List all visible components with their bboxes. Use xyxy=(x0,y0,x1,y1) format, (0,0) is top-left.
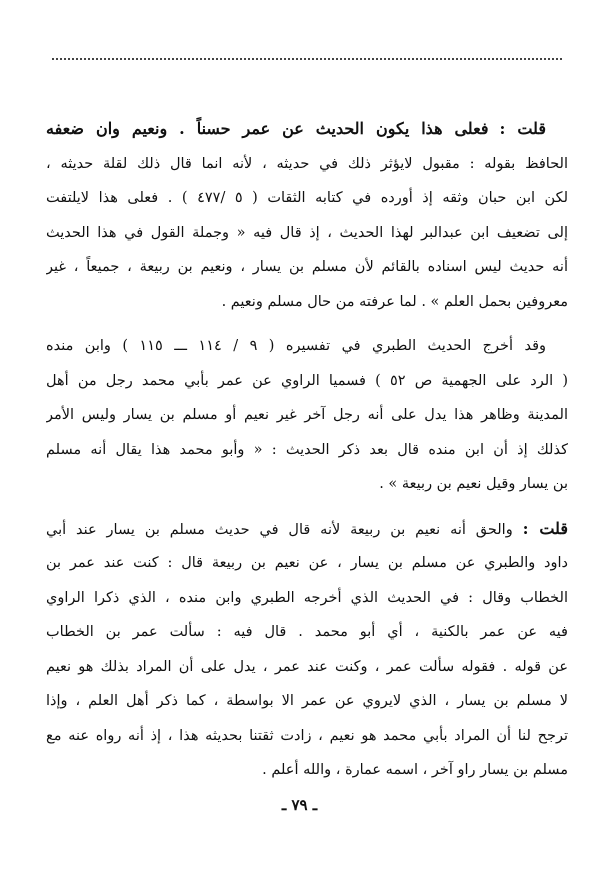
text-line: فيه عن عمر بالكنية ، أي أبو محمد . قال فيه : سألت عمر بن الخطاب xyxy=(46,624,568,640)
text-line: المدينة وظاهر هذا يدل على أنه رجل آخر غير نعيم أو مسلم بن يسار وليس الأمر xyxy=(46,407,568,423)
paragraph xyxy=(46,329,568,502)
text-line: معروفين بحمل العلم » . لما عرفته من حال مسلم ونعيم . xyxy=(221,293,568,310)
text-line: لا مسلم بن يسار ، الذي لايروي عن عمر الا بواسطة ، كما ذكر أهل العلم ، وإذا xyxy=(46,693,568,709)
text-line: بن يسار وقيل نعيم بن ربيعة » . xyxy=(379,476,568,492)
text-line: إلى تضعيف ابن عبدالبر لهذا الحديث ، إذ قال فيه « وجملة القول في هذا الحديث xyxy=(46,224,568,241)
text-line: كذلك إذ أن ابن منده قال بعد ذكر الحديث : « وأبو محمد هذا يقال أنه مسلم xyxy=(46,441,568,458)
text-line: عن قوله . فقوله سألت عمر ، وكنت عند عمر ، يدل على أن المراد بذلك هو نعيم xyxy=(46,658,568,675)
page-body xyxy=(46,112,568,788)
text-line: الخطاب وقال : في الحديث الذي أخرجه الطبري وابن منده ، الذي ذكرا الراوي xyxy=(46,589,568,606)
page-number: ـ ٧٩ ـ xyxy=(281,796,318,814)
text-line: أنه حديث ليس اسناده بالقائم لأن مسلم بن يسار ، ونعيم بن ربيعة ، جميعاً ، غير xyxy=(46,259,568,275)
paragraph xyxy=(46,112,568,319)
top-dotted-rule xyxy=(52,58,562,60)
paragraph-lead: قلت : xyxy=(499,119,546,138)
text-line xyxy=(46,112,568,147)
text-line: ترجح لنا أن المراد بأبي محمد هو نعيم ، زادت ثقتنا بحديثه هذا ، إذ أنه رواه عنه مع xyxy=(46,727,568,744)
text-line: لكن ابن حبان وثقه إذ أورده في كتابه الثقات ( ٥ /٤٧٧ ) . فعلى هذا لايلتفت xyxy=(46,190,568,206)
paragraph xyxy=(46,512,568,788)
line-text: والحق أنه نعيم بن ربيعة لأنه قال في حديث مسلم بن يسار عند أبي xyxy=(46,521,513,538)
text-line: الحافظ بقوله : مقبول لايؤثر ذلك في حديثه ، لأنه انما قال ذلك لقلة حديثه ، xyxy=(46,155,568,172)
line-text: فعلى هذا يكون الحديث عن عمر حسناً . ونعيم وان ضعفه xyxy=(46,119,489,138)
text-line: مسلم بن يسار راو آخر ، اسمه عمارة ، والله أعلم . xyxy=(262,762,568,778)
text-line xyxy=(46,512,568,547)
text-line: وقد أخرج الحديث الطبري في تفسيره ( ٩ / ١١٤ ـــ ١١٥ ) وابن منده xyxy=(46,338,547,354)
paragraph-lead: قلت : xyxy=(522,518,568,538)
text-line: ( الرد على الجهمية ص ٥٢ ) فسميا الراوي عن عمر بأبي محمد رجل من أهل xyxy=(46,372,568,389)
text-line: داود والطبري عن مسلم بن يسار ، عن نعيم بن ربيعة قال : كنت عند عمر بن xyxy=(46,555,568,571)
